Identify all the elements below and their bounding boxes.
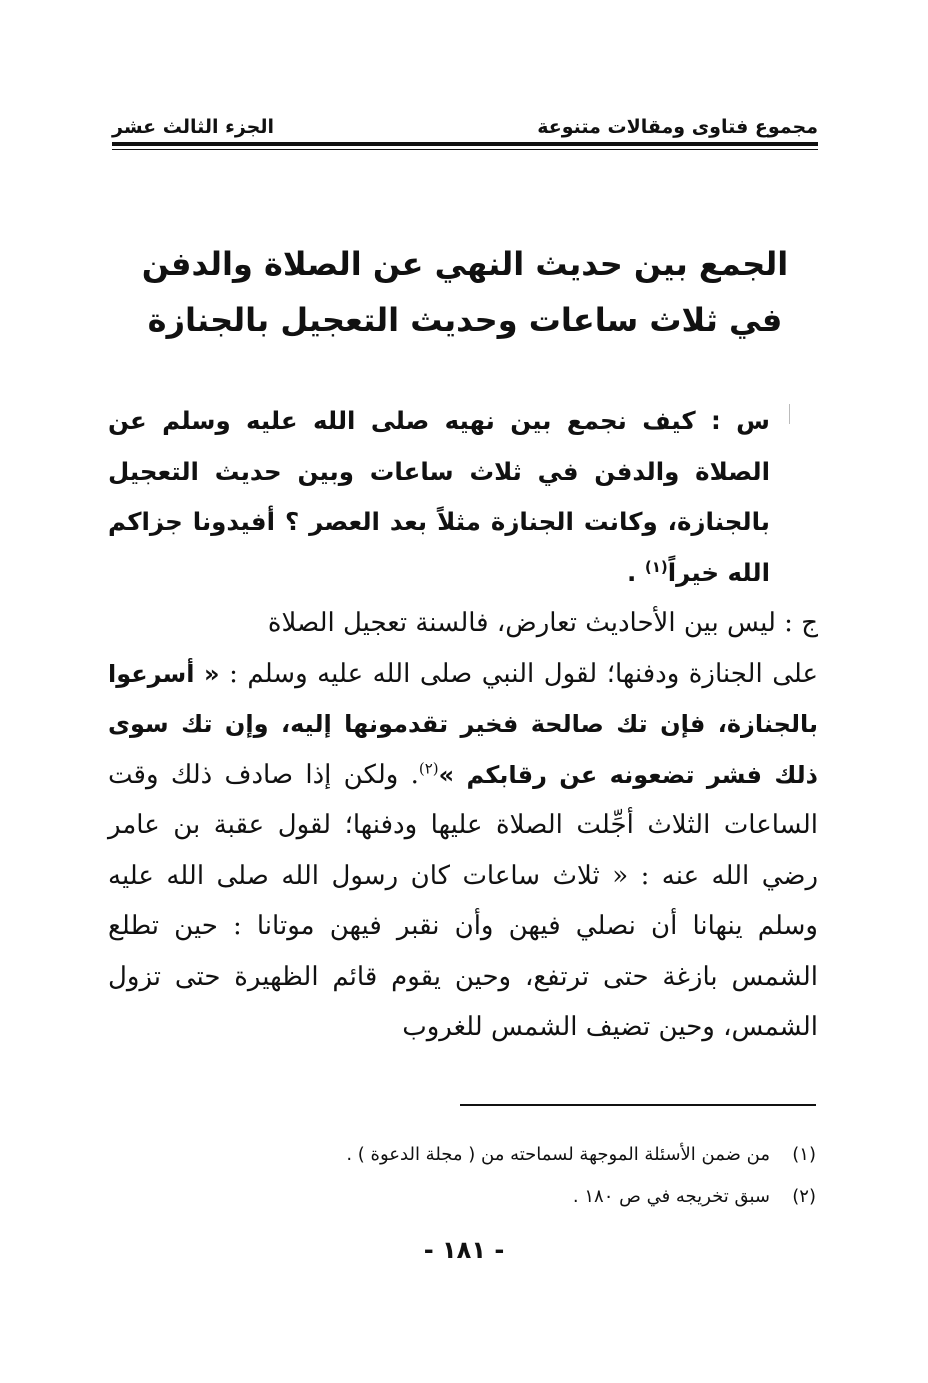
answer-paragraph xyxy=(108,598,818,1053)
answer-rest: . ولكن إذا صادف ذلك وقت الساعات الثلاث أجِّلت الصلاة عليها ودفنها؛ لقول عقبة بن عامر رضي الله عنه : « ثلاث ساعات كان رسول الله صلى الله عليه وسلم ينهانا أن نصلي فيهن وأن نقبر فيهن موتانا : حين تطلع الشمس بازغة حتى ترتفع، وحين يقوم قائم الظهيرة حتى تزول الشمس، وحين تضيف الشمس للغروب xyxy=(108,759,818,1042)
running-header xyxy=(112,108,818,138)
question-text: س : كيف نجمع بين نهيه صلى الله عليه وسلم عن الصلاة والدفن في ثلاث ساعات وبين حديث التعجيل بالجنازة، وكانت الجنازة مثلاً بعد العصر ؟ أفيدونا جزاكم الله خيراً xyxy=(108,406,770,587)
footnotes xyxy=(110,1134,816,1218)
footnote-text: من ضمن الأسئلة الموجهة لسماحته من ( مجلة الدعوة ) . xyxy=(346,1144,770,1165)
title-line-1: الجمع بين حديث النهي عن الصلاة والدفن xyxy=(141,245,789,283)
page-number: - ١٨١ - xyxy=(423,1236,505,1264)
footnote-1 xyxy=(110,1134,816,1176)
header-rule-thin xyxy=(112,149,818,150)
footnote-ref-1[interactable]: (١) xyxy=(644,557,668,576)
answer-intro: على الجنازة ودفنها؛ لقول النبي صلى الله عليه وسلم : xyxy=(229,658,819,689)
answer-first-line: ج : ليس بين الأحاديث تعارض، فالسنة تعجيل الصلاة xyxy=(267,608,818,638)
footnote-ref-2[interactable]: (٢) xyxy=(418,758,439,777)
question-paragraph xyxy=(108,396,818,598)
footnote-marker: (١) xyxy=(792,1144,816,1165)
article-title xyxy=(112,236,818,348)
header-rule xyxy=(112,142,818,146)
book-title: مجموع فتاوى ومقالات متنوعة xyxy=(537,116,818,138)
footnote-separator xyxy=(460,1104,816,1106)
hadith-quote: « أسرعوا بالجنازة، فإن تك صالحة فخير تقدمونها إليه، وإن تك سوى ذلك فشر تضعونه عن رقابكم » xyxy=(108,659,818,789)
footnote-text: سبق تخريجه في ص ١٨٠ . xyxy=(572,1186,770,1207)
volume-label: الجزء الثالث عشر xyxy=(112,116,275,138)
footnote-marker: (٢) xyxy=(792,1186,816,1207)
question-end: . xyxy=(626,557,637,587)
body-text xyxy=(108,396,818,1053)
footnote-2 xyxy=(110,1176,816,1218)
title-line-2: في ثلاث ساعات وحديث التعجيل بالجنازة xyxy=(147,301,783,339)
